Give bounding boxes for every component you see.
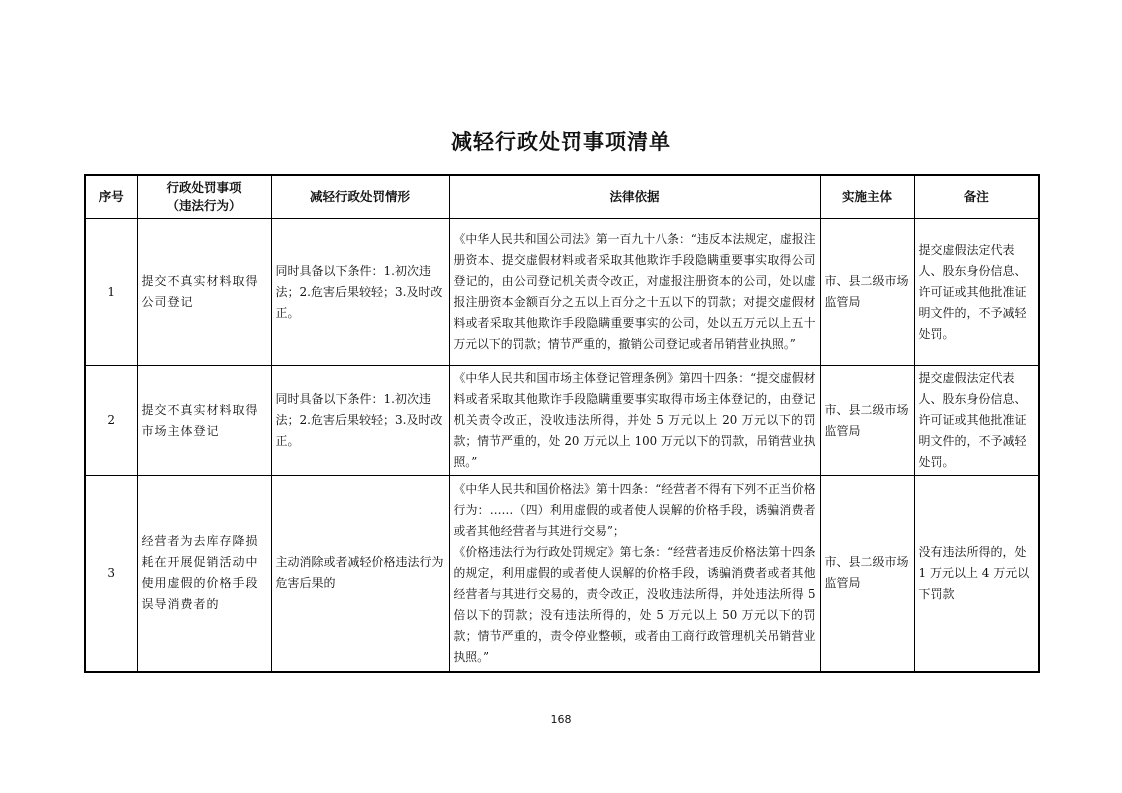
page-number: 168 — [550, 713, 572, 726]
row-legal-basis: 《中华人民共和国公司法》第一百九十八条：“违反本法规定，虚报注册资本、提交虚假材料或者采取其他欺诈手段隐瞒重要事实取得公司登记的，由公司登记机关责令改正，对虚报注册资本的公司，处以虚报注册资本金额百分之五以上百分之十五以下的罚款；对提交虚假材料或者采取其他欺诈手段隐瞒重要事实的公司，处以五万元以上五十万元以下的罚款；情节严重的，撤销公司登记或者吊销营业执照。” — [449, 219, 820, 366]
table-row — [85, 476, 1039, 672]
row-enforcement-body: 市、县二级市场监管局 — [820, 476, 914, 672]
row-remark: 提交虚假法定代表人、股东身份信息、许可证或其他批准证明文件的，不予减轻处罚。 — [914, 366, 1039, 476]
legal-basis-paragraph-price-law: 《中华人民共和国价格法》第十四条：“经营者不得有下列不正当价格行为：……（四）利用虚假的或者使人误解的价格手段，诱骗消费者或者其他经营者与其进行交易”； — [453, 481, 816, 538]
header-legal-basis: 法律依据 — [449, 175, 820, 219]
table-row — [85, 219, 1039, 366]
row-mitigation-condition: 同时具备以下条件：1.初次违法；2.危害后果较轻；3.及时改正。 — [271, 219, 449, 366]
row-legal-basis: 《中华人民共和国市场主体登记管理条例》第四十四条：“提交虚假材料或者采取其他欺诈手段隐瞒重要事实取得市场主体登记的，由登记机关责令改正，没收违法所得，并处 5 万元以上 20 万元以下的罚款；情节严重的，处 20 万元以上 100 万元以下的罚款，吊销营业执照。” — [449, 366, 820, 476]
header-mitigation-condition: 减轻行政处罚情形 — [271, 175, 449, 219]
row-penalty-item: 提交不真实材料取得市场主体登记 — [137, 366, 271, 476]
document-title: 减轻行政处罚事项清单 — [451, 130, 671, 154]
header-remark: 备注 — [914, 175, 1039, 219]
row-mitigation-condition: 主动消除或者减轻价格违法行为危害后果的 — [271, 476, 449, 672]
header-penalty-item-line1: 行政处罚事项 — [166, 180, 242, 195]
row-enforcement-body: 市、县二级市场监管局 — [820, 366, 914, 476]
legal-basis-paragraph-price-penalty-rules: 《价格违法行为行政处罚规定》第七条：“经营者违反价格法第十四条的规定，利用虚假的或者使人误解的价格手段，诱骗消费者或者其他经营者与其进行交易的，责令改正，没收违法所得，并处违法所得 5 倍以下的罚款；没有违法所得的，处 5 万元以上 50 万元以下的罚款；情节严重的，责令停业整顿，或者由工商行政管理机关吊销营业执照。” — [453, 544, 816, 664]
header-serial-number: 序号 — [85, 175, 137, 219]
penalty-list-table — [84, 174, 1040, 673]
row-penalty-item: 提交不真实材料取得公司登记 — [137, 219, 271, 366]
table-header-row — [85, 175, 1039, 219]
row-serial-number: 1 — [85, 219, 137, 366]
row-enforcement-body: 市、县二级市场监管局 — [820, 219, 914, 366]
row-remark: 提交虚假法定代表人、股东身份信息、许可证或其他批准证明文件的，不予减轻处罚。 — [914, 219, 1039, 366]
row-remark: 没有违法所得的，处 1 万元以上 4 万元以下罚款 — [914, 476, 1039, 672]
row-serial-number: 3 — [85, 476, 137, 672]
header-penalty-item-line2: （违法行为） — [166, 198, 242, 213]
header-penalty-item — [137, 175, 271, 219]
row-mitigation-condition: 同时具备以下条件：1.初次违法；2.危害后果较轻；3.及时改正。 — [271, 366, 449, 476]
row-legal-basis — [449, 476, 820, 672]
table-row — [85, 366, 1039, 476]
row-penalty-item: 经营者为去库存降损耗在开展促销活动中使用虚假的价格手段误导消费者的 — [137, 476, 271, 672]
header-enforcement-body: 实施主体 — [820, 175, 914, 219]
row-serial-number: 2 — [85, 366, 137, 476]
